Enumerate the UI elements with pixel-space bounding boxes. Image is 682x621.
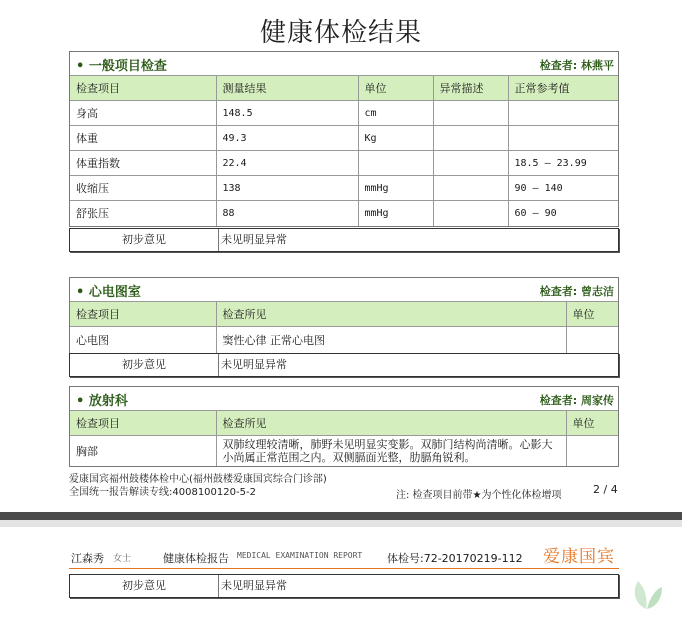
- cell-ref: [508, 101, 618, 126]
- radiology-section-header: [70, 387, 618, 411]
- cell-item: 胸部: [70, 436, 216, 466]
- table-row: [70, 151, 618, 176]
- opinion-value: 未见明显异常: [221, 579, 287, 592]
- table-header-row: [70, 411, 618, 436]
- footer-note: 注: 检查项目前带★为个性化体检增项: [396, 490, 562, 501]
- cell-unit: [358, 151, 433, 176]
- page-gap: [0, 520, 682, 527]
- general-opinion: [69, 228, 619, 252]
- header-rule: [69, 568, 619, 569]
- general-section: [69, 51, 619, 227]
- opinion-label: 初步意见: [70, 354, 219, 376]
- table-row: [70, 101, 618, 126]
- ecg-section: [69, 277, 619, 354]
- col-header: 检查项目: [70, 302, 216, 327]
- cell-item: 体重指数: [70, 151, 216, 176]
- ecg-opinion: [69, 353, 619, 377]
- col-header: 检查项目: [70, 411, 216, 436]
- table-row: [70, 126, 618, 151]
- cell-item: 身高: [70, 101, 216, 126]
- opinion-label: 初步意见: [70, 575, 219, 597]
- footer-info: [69, 473, 327, 499]
- radiology-table: [70, 411, 618, 466]
- cell-unit: cm: [358, 101, 433, 126]
- general-inspector: 检查者: 林燕平: [539, 59, 614, 72]
- ecg-section-title: • 心电图室: [76, 285, 141, 300]
- exam-id: 体检号:72-20170219-112: [387, 552, 523, 565]
- patient-gender: 女士: [113, 554, 132, 564]
- cell-abnormal: [433, 151, 508, 176]
- col-header: 检查所见: [216, 411, 566, 436]
- report-title: 健康体检结果: [259, 18, 422, 48]
- cell-abnormal: [433, 176, 508, 201]
- ecg-section-header: [70, 278, 618, 302]
- cell-item: 心电图: [70, 327, 216, 353]
- report-header-title: 健康体检报告: [163, 552, 229, 565]
- cell-unit: [566, 327, 618, 353]
- cell-ref: 18.5 — 23.99: [508, 151, 618, 176]
- cell-item: 舒张压: [70, 201, 216, 226]
- cell-item: 收缩压: [70, 176, 216, 201]
- cell-result: 88: [216, 201, 358, 226]
- table-header-row: [70, 76, 618, 101]
- next-page-header: [69, 541, 619, 571]
- col-header: 单位: [566, 411, 618, 436]
- radiology-section-title: • 放射科: [76, 394, 128, 409]
- general-table: [70, 76, 618, 226]
- radiology-inspector: 检查者: 周家传: [539, 394, 614, 407]
- footer-hotline: 全国统一报告解读专线:4008100120-5-2: [69, 487, 256, 498]
- table-row: [70, 176, 618, 201]
- cell-finding: 窦性心律 正常心电图: [216, 327, 566, 353]
- cell-result: 148.5: [216, 101, 358, 126]
- footer-org: 爱康国宾福州鼓楼体检中心(福州鼓楼爱康国宾综合门诊部): [69, 474, 327, 485]
- opinion-value: 未见明显异常: [221, 358, 287, 371]
- col-header: 单位: [358, 76, 433, 101]
- page-divider: [0, 512, 682, 520]
- report-header-subtitle: MEDICAL EXAMINATION REPORT: [237, 551, 363, 560]
- cell-item: 体重: [70, 126, 216, 151]
- patient-name: 江森秀: [71, 552, 104, 565]
- cell-result: 138: [216, 176, 358, 201]
- cell-unit: mmHg: [358, 201, 433, 226]
- cell-unit: mmHg: [358, 176, 433, 201]
- cell-abnormal: [433, 201, 508, 226]
- cell-ref: 60 — 90: [508, 201, 618, 226]
- brand-logo-text: 爱康国宾: [543, 547, 615, 567]
- col-header: 检查项目: [70, 76, 216, 101]
- table-header-row: [70, 302, 618, 327]
- cell-ref: 90 — 140: [508, 176, 618, 201]
- col-header: 正常参考值: [508, 76, 618, 101]
- col-header: 异常描述: [433, 76, 508, 101]
- page-number: 2 / 4: [593, 483, 618, 496]
- cell-unit: [566, 436, 618, 466]
- cell-abnormal: [433, 101, 508, 126]
- table-row: [70, 201, 618, 226]
- ecg-table: [70, 302, 618, 353]
- cell-ref: [508, 126, 618, 151]
- cell-unit: Kg: [358, 126, 433, 151]
- col-header: 单位: [566, 302, 618, 327]
- next-page-opinion: [69, 574, 619, 598]
- table-row: [70, 327, 618, 353]
- cell-result: 49.3: [216, 126, 358, 151]
- cell-finding: 双肺纹理较清晰，肺野未见明显实变影。双肺门结构尚清晰。心影大小尚属正常范围之内。双侧膈面光整，肋膈角锐利。: [216, 436, 566, 466]
- col-header: 测量结果: [216, 76, 358, 101]
- general-section-header: [70, 52, 618, 76]
- cell-abnormal: [433, 126, 508, 151]
- col-header: 检查所见: [216, 302, 566, 327]
- opinion-label: 初步意见: [70, 229, 219, 251]
- cell-result: 22.4: [216, 151, 358, 176]
- opinion-value: 未见明显异常: [221, 233, 287, 246]
- general-section-title: • 一般项目检查: [76, 59, 167, 74]
- table-row: [70, 436, 618, 466]
- leaf-watermark-icon: [626, 573, 666, 613]
- ecg-inspector: 检查者: 曾志洁: [539, 285, 614, 298]
- radiology-section: [69, 386, 619, 467]
